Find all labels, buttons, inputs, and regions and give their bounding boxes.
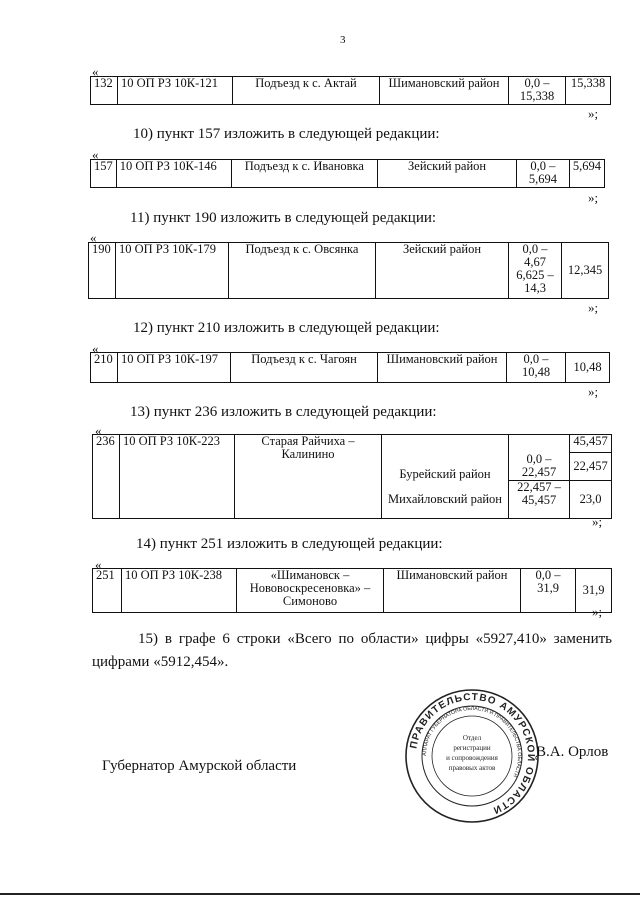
quote-close: »;	[588, 190, 599, 205]
cell-name: «Шимановск – Нововоскресеновка» – Симоново	[237, 569, 384, 613]
cell-length: 5,694	[569, 160, 604, 188]
svg-text:Отдел: Отдел	[462, 734, 482, 742]
cell-district: Шимановский район	[384, 569, 521, 613]
road-table-132	[90, 76, 611, 105]
road-table-236	[92, 434, 612, 519]
governor-name: В.А. Орлов	[536, 744, 609, 760]
cell-code: 10 ОП РЗ 10К-146	[116, 160, 231, 188]
cell-range: 0,0 – 10,48	[507, 353, 566, 383]
cell-code: 10 ОП РЗ 10К-197	[118, 353, 231, 383]
cell-district: Зейский район	[376, 243, 509, 299]
quote-open: «	[90, 230, 97, 245]
cell-length-1: 22,457	[570, 453, 612, 481]
cell-code: 10 ОП РЗ 10К-121	[118, 77, 233, 105]
quote-open: «	[92, 147, 99, 162]
cell-name: Подъезд к с. Ивановка	[231, 160, 378, 188]
cell-range-empty	[509, 435, 570, 453]
svg-text:АППАРАТ ГУБЕРНАТОРА ОБЛАСТИ И: АППАРАТ ГУБЕРНАТОРА ОБЛАСТИ И ПРАВИТЕЛЬСТВА ОБЛАСТИ	[421, 705, 523, 778]
cell-length: 31,9	[576, 569, 612, 613]
cell-length: 12,345	[562, 243, 609, 299]
cell-range: 0,0 – 5,694	[516, 160, 569, 188]
quote-close: »;	[592, 604, 603, 619]
cell-no: 132	[91, 77, 118, 105]
cell-district-1: Бурейский район	[382, 435, 509, 481]
governor-title: Губернатор Амурской области	[102, 758, 297, 774]
paragraph-10: 10) пункт 157 изложить в следующей редакции:	[133, 126, 440, 142]
cell-district: Шимановский район	[380, 77, 509, 105]
quote-close: »;	[588, 300, 599, 315]
quote-open: «	[92, 64, 99, 79]
cell-range: 0,0 – 15,338	[509, 77, 566, 105]
cell-total: 45,457	[570, 435, 612, 453]
cell-range-1: 0,0 – 22,457	[509, 453, 570, 481]
cell-code: 10 ОП РЗ 10К-179	[116, 243, 229, 299]
cell-no: 251	[93, 569, 122, 613]
road-table-157	[90, 159, 605, 188]
cell-no: 157	[91, 160, 117, 188]
cell-district-2: Михайловский район	[382, 481, 509, 519]
road-table-210	[90, 352, 610, 383]
quote-open: «	[95, 423, 102, 438]
cell-code: 10 ОП РЗ 10К-238	[122, 569, 237, 613]
cell-code: 10 ОП РЗ 10К-223	[120, 435, 235, 519]
official-seal-stamp	[404, 688, 540, 824]
cell-range-2: 22,457 – 45,457	[509, 481, 570, 519]
page-number: 3	[340, 34, 346, 46]
cell-name: Подъезд к с. Актай	[233, 77, 380, 105]
cell-range: 0,0 – 31,9	[521, 569, 576, 613]
svg-text:ПРАВИТЕЛЬСТВО АМУРСКОЙ ОБЛАСТИ: ПРАВИТЕЛЬСТВО АМУРСКОЙ ОБЛАСТИ	[408, 691, 537, 816]
cell-no: 236	[93, 435, 120, 519]
quote-close: »;	[588, 106, 599, 121]
quote-open: «	[95, 557, 102, 572]
cell-no: 190	[89, 243, 116, 299]
cell-length: 15,338	[566, 77, 611, 105]
cell-range: 0,0 – 4,67 6,625 – 14,3	[509, 243, 562, 299]
cell-name: Старая Райчиха – Калинино	[235, 435, 382, 519]
cell-name: Подъезд к с. Чагоян	[231, 353, 378, 383]
cell-length-2: 23,0	[570, 481, 612, 519]
svg-text:правовых актов: правовых актов	[448, 764, 496, 772]
scan-edge-line	[0, 893, 640, 895]
road-table-251	[92, 568, 612, 613]
paragraph-15: 15) в графе 6 строки «Всего по области» цифры «5927,410» заменить цифрами «5912,454».	[92, 631, 612, 670]
svg-text:регистрации: регистрации	[453, 744, 491, 752]
cell-district: Зейский район	[378, 160, 517, 188]
svg-text:и сопровождения: и сопровождения	[446, 754, 498, 762]
paragraph-11: 11) пункт 190 изложить в следующей редакции:	[130, 210, 437, 226]
cell-district: Шимановский район	[378, 353, 507, 383]
cell-no: 210	[91, 353, 118, 383]
paragraph-14: 14) пункт 251 изложить в следующей редакции:	[136, 536, 443, 552]
quote-open: «	[92, 341, 99, 356]
cell-length: 10,48	[566, 353, 610, 383]
quote-close: »;	[588, 384, 599, 399]
cell-name: Подъезд к с. Овсянка	[229, 243, 376, 299]
paragraph-12: 12) пункт 210 изложить в следующей редакции:	[133, 320, 440, 336]
road-table-190	[88, 242, 609, 299]
paragraph-13: 13) пункт 236 изложить в следующей редакции:	[130, 404, 437, 420]
quote-close: »;	[592, 514, 603, 529]
